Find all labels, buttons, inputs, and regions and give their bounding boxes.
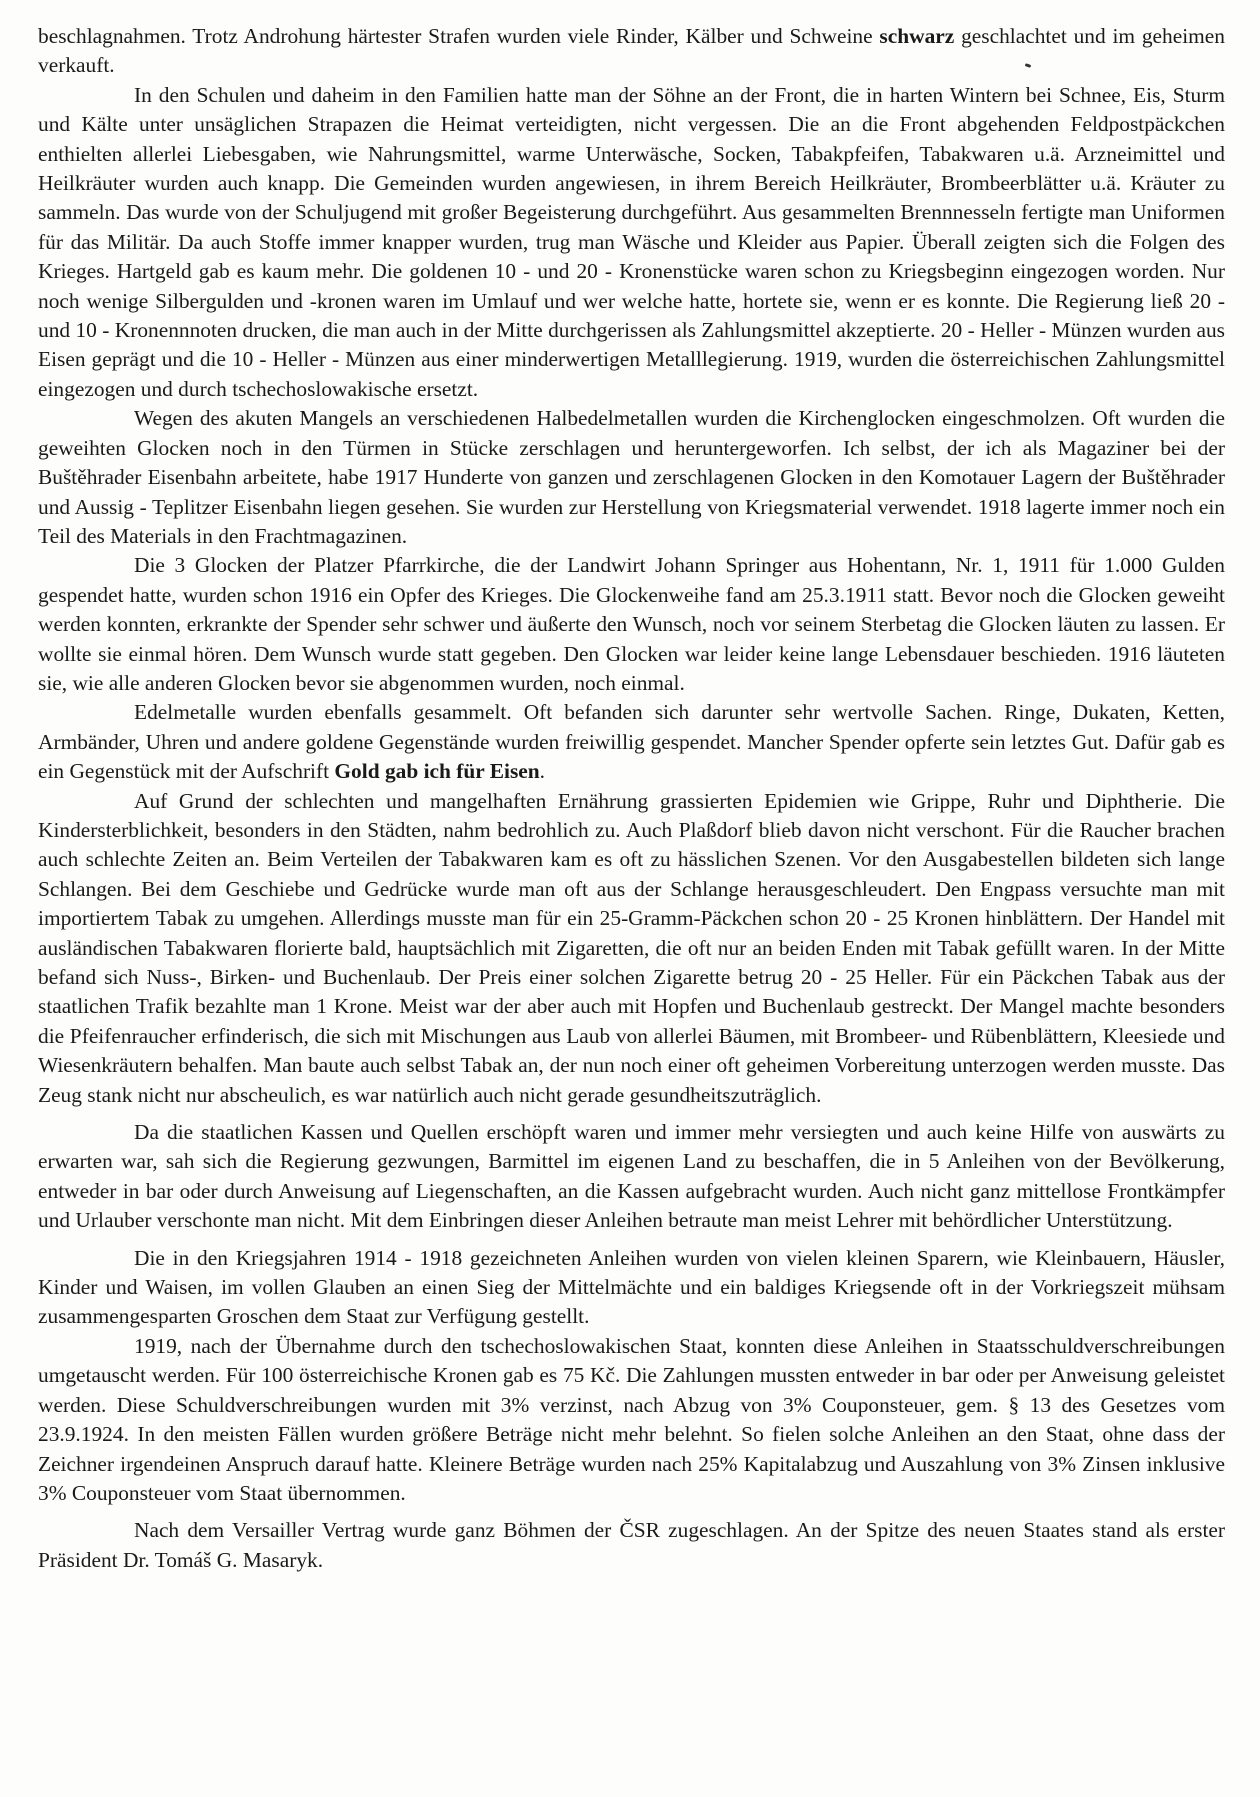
paragraph-text: In den Schulen und daheim in den Familien hatte man der Söhne an der Front, die in harten Wintern bei Schnee, Eis, Sturm und Kälte unter unsäglichen Strapazen die Heimat verteidigten, nicht vergessen. Die an die Front abgehenden Feldpostpäckchen enthielten allerlei Liebesgaben, wie Nahrungsmittel, warme Unterwäsche, Socken, Tabakpfeifen, Tabakwaren u.ä. Arzneimittel und Heilkräuter wurden auch knapp. Die Gemeinden wurden angewiesen, in ihrem Bereich Heilkräuter, Brombeerblätter u.ä. Kräuter zu sammeln. Das wurde von der Schuljugend mit großer Begeisterung durchgeführt. Aus gesammelten Brennnesseln fertigte man Uniformen für das Militär. Da auch Stoffe immer knapper wurden, trug man Wäsche und Kleider aus Papier. Überall zeigten sich die Folgen des Krieges. Hartgeld gab es kaum mehr. Die goldenen 10 - und 20 - Kronenstücke waren schon zu Kriegsbeginn eingezogen worden. Nur noch wenige Silbergulden und -kronen waren im Umlauf und wer welche hatte, hortete sie, wenn er es konnte. Die Regierung ließ 20 - und 10 - Kronennnoten drucken, die man auch in der Mitte durchgerissen als Zahlungsmittel akzeptierte. 20 - Heller - Münzen wurden aus Eisen geprägt und die 10 - Heller - Münzen aus einer minderwertigen Metalllegierung. 1919, wurden die österreichischen Zahlungsmittel eingezogen und durch tschechoslowakische ersetzt. xyxy=(38,82,1225,401)
paragraph xyxy=(38,1516,1225,1575)
paragraph-text: geschlachtet und im geheimen verkauft. xyxy=(38,24,1225,78)
bold-phrase: schwarz xyxy=(879,24,955,48)
paragraph-text: Die 3 Glocken der Platzer Pfarrkirche, die der Landwirt Johann Springer aus Hohentann, Nr. 1, 1911 für 1.000 Gulden gespendet hatte, wurden schon 1916 ein Opfer des Krieges. Die Glockenweihe fand am 25.3.1911 statt. Bevor noch die Glocken geweiht werden konnten, erkrankte der Spender sehr schwer und äußerte den Wunsch, noch vor seinem Sterbetag die Glocken läuten zu lassen. Er wollte sie einmal hören. Dem Wunsch wurde statt gegeben. Den Glocken war leider keine lange Lebensdauer beschieden. 1916 läuteten sie, wie alle anderen Glocken bevor sie abgenommen wurden, noch einmal. xyxy=(38,553,1225,695)
paragraph-text: Da die staatlichen Kassen und Quellen erschöpft waren und immer mehr versiegten und auch keine Hilfe von auswärts zu erwarten war, sah sich die Regierung gezwungen, Barmittel im eigenen Land zu beschaffen, die in 5 Anleihen von der Bevölkerung, entweder in bar oder durch Anweisung auf Liegenschaften, an die Kassen aufgebracht wurden. Auch nicht ganz mittellose Frontkämpfer und Urlauber verschonte man nicht. Mit dem Einbringen dieser Anleihen betraute man meist Lehrer mit behördlicher Unterstützung. xyxy=(38,1120,1225,1233)
paragraph xyxy=(38,787,1225,1110)
paragraph xyxy=(38,1244,1225,1332)
paragraph xyxy=(38,81,1225,404)
bold-phrase: Gold gab ich für Eisen xyxy=(334,759,540,784)
paragraph-text: . xyxy=(539,759,546,784)
paragraph-text: Wegen des akuten Mangels an verschiedenen Halbedelmetallen wurden die Kirchenglocken eingeschmolzen. Oft wurden die geweihten Glocken noch in den Türmen in Stücke zerschlagen und heruntergeworfen. Ich selbst, der ich als Magaziner bei der Buštěhrader Eisenbahn arbeitete, habe 1917 Hunderte von ganzen und zerschlagenen Glocken in den Komotauer Lagern der Buštěhrader und Aussig - Teplitzer Eisenbahn liegen gesehen. Sie wurden zur Herstellung von Kriegsmaterial verwendet. 1918 lagerte immer noch ein Teil des Materials in den Frachtmagazinen. xyxy=(38,406,1225,548)
paragraph-text: Nach dem Versailler Vertrag wurde ganz Böhmen der ČSR zugeschlagen. An der Spitze des neuen Staates stand als erster Präsident Dr. Tomáš G. Masaryk. xyxy=(38,1518,1225,1572)
paragraph xyxy=(38,1118,1225,1236)
paragraph xyxy=(38,22,1225,81)
paragraph-text: Die in den Kriegsjahren 1914 - 1918 gezeichneten Anleihen wurden von vielen kleinen Sparern, wie Kleinbauern, Häusler, Kinder und Waisen, im vollen Glauben an einen Sieg der Mittelmächte und ein baldiges Kriegsende oft in der Vorkriegszeit mühsam zusammengesparten Groschen dem Staat zur Verfügung gestellt. xyxy=(38,1245,1225,1329)
paragraph xyxy=(38,1332,1225,1508)
paragraph xyxy=(38,551,1225,698)
paragraph xyxy=(38,404,1225,551)
paragraph-text: Edelmetalle wurden ebenfalls gesammelt. Oft befanden sich darunter sehr wertvolle Sachen. Ringe, Dukaten, Ketten, Armbänder, Uhren und andere goldene Gegenstände wurden freiwillig gespendet. Mancher Spender opferte sein letztes Gut. Dafür gab es ein Gegenstück mit der Aufschrift xyxy=(38,700,1225,784)
document-body xyxy=(38,22,1225,1575)
paragraph-text: beschlagnahmen. Trotz Androhung härtester Strafen wurden viele Rinder, Kälber und Schweine xyxy=(38,24,880,48)
paragraph xyxy=(38,698,1225,786)
paragraph-text: 1919, nach der Übernahme durch den tschechoslowakischen Staat, konnten diese Anleihen in Staatsschuldverschreibungen umgetauscht werden. Für 100 österreichische Kronen gab es 75 Kč. Die Zahlungen mussten entweder in bar oder per Anweisung geleistet werden. Diese Schuldverschreibungen wurden mit 3% verzinst, nach Abzug von 3% Couponsteuer, gem. § 13 des Gesetzes vom 23.9.1924. In den meisten Fällen wurden größere Beträge nicht mehr belehnt. So fielen solche Anleihen an den Staat, ohne dass der Zeichner irgendeinen Anspruch darauf hatte. Kleinere Beträge wurden nach 25% Kapitalabzug und Auszahlung von 3% Zinsen inklusive 3% Couponsteuer vom Staat übernommen. xyxy=(38,1333,1225,1505)
paragraph-text: Auf Grund der schlechten und mangelhaften Ernährung grassierten Epidemien wie Grippe, Ruhr und Diphtherie. Die Kindersterblichkeit, besonders in den Städten, nahm bedrohlich zu. Auch Plaßdorf blieb davon nicht verschont. Für die Raucher brachen auch schlechte Zeiten an. Beim Verteilen der Tabakwaren kam es oft zu hässlichen Szenen. Vor den Ausgabestellen bildeten sich lange Schlangen. Bei dem Geschiebe und Gedrücke wurde man oft aus der Schlange herausgeschleudert. Den Engpass versuchte man mit importiertem Tabak zu umgehen. Allerdings musste man für ein 25-Gramm-Päckchen schon 20 - 25 Kronen hinblättern. Der Handel mit ausländischen Tabakwaren florierte bald, hauptsächlich mit Zigaretten, die oft nur an beiden Enden mit Tabak gefüllt waren. In der Mitte befand sich Nuss-, Birken- und Buchenlaub. Der Preis einer solchen Zigarette betrug 20 - 25 Heller. Für ein Päckchen Tabak aus der staatlichen Trafik bezahlte man 1 Krone. Meist war der aber auch mit Hopfen und Buchenlaub gestreckt. Der Mangel machte besonders die Pfeifenraucher erfinderisch, die sich mit Mischungen aus Laub von allerlei Bäumen, mit Brombeer- und Rübenblättern, Kleesiede und Wiesenkräutern behalfen. Man baute auch selbst Tabak an, der nun noch einer oft geheimen Vorbereitung unterzogen werden musste. Das Zeug stank nicht nur abscheulich, es war natürlich auch nicht gerade gesundheitszuträglich. xyxy=(38,788,1225,1107)
